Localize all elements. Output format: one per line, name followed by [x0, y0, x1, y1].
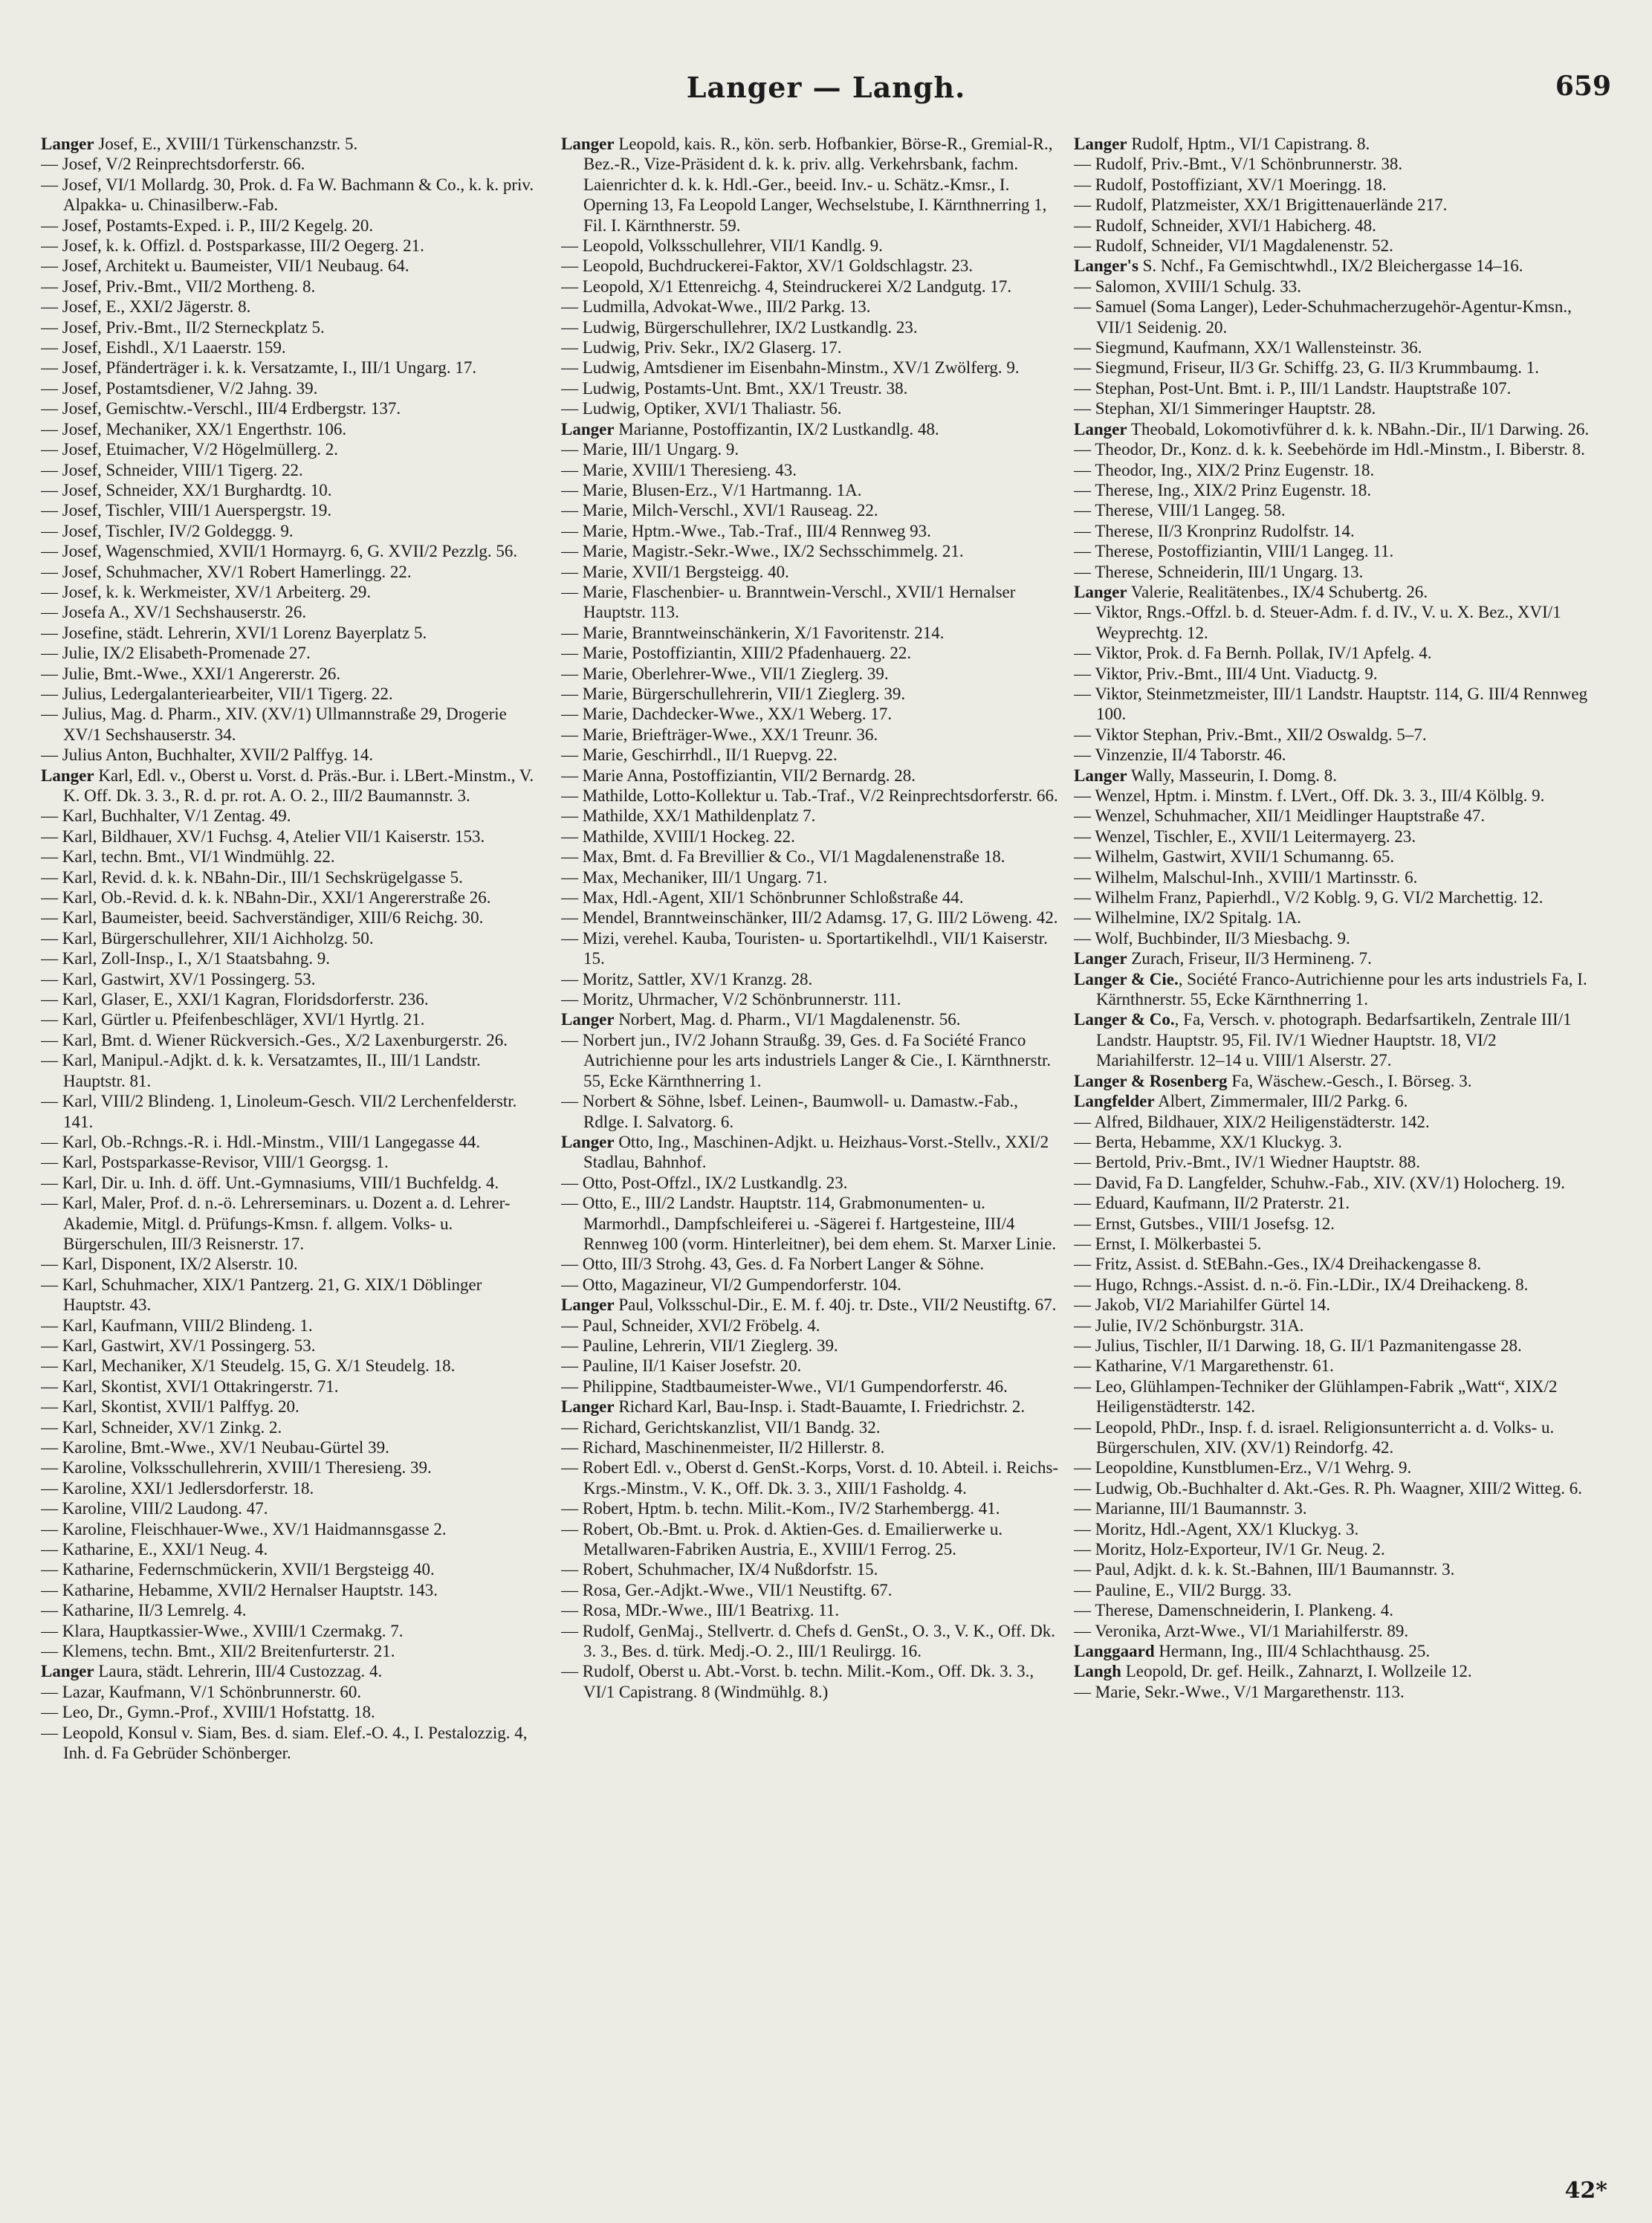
directory-entry: — Marie, III/1 Ungarg. 9. — [561, 440, 739, 459]
directory-entry: — Wilhelm, Malschul-Inh., XVIII/1 Martinsstr. 6. — [1074, 867, 1418, 887]
directory-entry: — Josef, Wagenschmied, XVII/1 Hormayrg. 6, G. XVII/2 Pezzlg. 56. — [41, 542, 518, 561]
directory-entry: — Viktor Stephan, Priv.-Bmt., XII/2 Oswaldg. 5–7. — [1074, 725, 1427, 744]
directory-entry: — Otto, E., III/2 Landstr. Hauptstr. 114, Grabmonumenten- u. Marmorhdl., Dampfschleiferei u. -Sägerei f. Hartgesteine, III/4 Rennweg 100 (vorm. Hinterleitner), bei dem ehem. St. Marxer Linie. — [561, 1194, 1057, 1253]
directory-entry: Langer Paul, Volksschul-Dir., E. M. f. 40j. tr. Dste., VII/2 Neustiftg. 67. — [561, 1295, 1057, 1315]
directory-entry: — Josef, Mechaniker, XX/1 Engerthstr. 106. — [41, 419, 347, 439]
directory-entry: — Robert, Hptm. b. techn. Milit.-Kom., IV/2 Starhembergg. 41. — [561, 1499, 1000, 1518]
directory-entry: Langer Zurach, Friseur, II/3 Hermineng. 7. — [1074, 949, 1372, 968]
directory-entry: — Norbert & Söhne, lsbef. Leinen-, Baumwoll- u. Damastw.-Fab., Rdlge. I. Salvatorg. 6. — [561, 1092, 1018, 1131]
directory-entry: — Marie, Sekr.-Wwe., V/1 Margarethenstr. 113. — [1074, 1682, 1405, 1701]
directory-column-2 — [561, 134, 1066, 2163]
directory-entry: — Josef, E., XXI/2 Jägerstr. 8. — [41, 297, 251, 317]
running-head: Langer — Langh. — [686, 71, 966, 104]
directory-entry: — Josef, Schneider, XX/1 Burghardtg. 10. — [41, 480, 332, 499]
directory-entry: — Karl, Maler, Prof. d. n.-ö. Lehrerseminars. u. Dozent a. d. Lehrer-Akademie, Mitgl. d. Prüfungs-Kmsn. f. allgem. Volks- u. Bürgerschulen, III/3 Reisnerstr. 17. — [41, 1194, 511, 1253]
directory-entry: — Robert, Ob.-Bmt. u. Prok. d. Aktien-Ges. d. Emailierwerke u. Metallwaren-Fabriken Austria, E., XVIII/1 Ferrog. 25. — [561, 1519, 1003, 1559]
directory-entry: — Julius Anton, Buchhalter, XVII/2 Palffyg. 14. — [41, 745, 374, 765]
directory-entry: — Samuel (Soma Langer), Leder-Schuhmacherzugehör-Agentur-Kmsn., VII/1 Seidenig. 20. — [1074, 297, 1572, 337]
directory-entry: Langer & Co., Fa, Versch. v. photograph. Bedarfsartikeln, Zentrale III/1 Landstr. Hauptstr. 95, Fil. IV/1 Wiedner Hauptstr. 18, VI/2 Mariahilferstr. 12–14 u. VIII/1 Alserstr. 27. — [1074, 1010, 1572, 1070]
directory-entry: — Leo, Dr., Gymn.-Prof., XVIII/1 Hofstattg. 18. — [41, 1703, 375, 1722]
directory-entry: — Wenzel, Hptm. i. Minstm. f. LVert., Off. Dk. 3. 3., III/4 Kölblg. 9. — [1074, 786, 1545, 805]
directory-entry: — Pauline, E., VII/2 Burgg. 33. — [1074, 1580, 1292, 1599]
directory-entry: — Veronika, Arzt-Wwe., VI/1 Mariahilferstr. 89. — [1074, 1621, 1409, 1640]
directory-entry: Langer Wally, Masseurin, I. Domg. 8. — [1074, 766, 1337, 785]
directory-entry: — Max, Mechaniker, III/1 Ungarg. 71. — [561, 867, 828, 887]
directory-entry: — Otto, Post-Offzl., IX/2 Lustkandlg. 23. — [561, 1173, 848, 1192]
directory-entry: — Fritz, Assist. d. StEBahn.-Ges., IX/4 Dreihackengasse 8. — [1074, 1255, 1482, 1274]
directory-entry: — Mathilde, Lotto-Kollektur u. Tab.-Traf., V/2 Reinprechtsdorferstr. 66. — [561, 786, 1058, 805]
directory-entry: — Richard, Gerichtskanzlist, VII/1 Bandg. 32. — [561, 1417, 881, 1437]
directory-entry: — Marie, Magistr.-Sekr.-Wwe., IX/2 Sechsschimmelg. 21. — [561, 542, 964, 561]
directory-entry: — Alfred, Bildhauer, XIX/2 Heiligenstädterstr. 142. — [1074, 1112, 1430, 1131]
directory-entry: — Julie, IX/2 Elisabeth-Promenade 27. — [41, 644, 311, 663]
directory-entry: — Julius, Mag. d. Pharm., XIV. (XV/1) Ullmannstraße 29, Drogerie XV/1 Sechshauserstr. 34. — [41, 705, 507, 744]
directory-entry: — Josef, Eishdl., X/1 Laaerstr. 159. — [41, 338, 286, 357]
directory-entry: — Karl, Baumeister, beeid. Sachverständiger, XIII/6 Reichg. 30. — [41, 908, 484, 928]
directory-entry: — Leopold, Konsul v. Siam, Bes. d. siam. Elef.-O. 4., I. Pestalozzig. 4, Inh. d. Fa Gebrüder Schönberger. — [41, 1723, 528, 1763]
directory-entry: — Pauline, Lehrerin, VII/1 Zieglerg. 39. — [561, 1336, 838, 1355]
directory-entry: — Karl, Buchhalter, V/1 Zentag. 49. — [41, 806, 291, 826]
directory-entry: — Marianne, III/1 Baumannstr. 3. — [1074, 1499, 1307, 1518]
directory-entry: — Leopold, Volksschullehrer, VII/1 Kandlg. 9. — [561, 236, 883, 256]
directory-entry: — Karoline, Bmt.-Wwe., XV/1 Neubau-Gürtel 39. — [41, 1438, 389, 1457]
directory-entry: — Wenzel, Schuhmacher, XII/1 Meidlinger Hauptstraße 47. — [1074, 806, 1486, 826]
directory-entry: — Ludmilla, Advokat-Wwe., III/2 Parkg. 13. — [561, 297, 871, 317]
directory-entry: Langer & Rosenberg Fa, Wäschew.-Gesch., I. Börseg. 3. — [1074, 1071, 1472, 1090]
directory-entry: — Leopold, PhDr., Insp. f. d. israel. Religionsunterricht a. d. Volks- u. Bürgerschulen, XIV. (XV/1) Reindorfg. 42. — [1074, 1417, 1555, 1457]
directory-entry: — Wilhelmine, IX/2 Spitalg. 1A. — [1074, 908, 1301, 928]
directory-entry: — Marie, Briefträger-Wwe., XX/1 Treunr. 36. — [561, 725, 878, 744]
directory-entry: — Karl, Ob.-Revid. d. k. k. NBahn-Dir., XXI/1 Angererstraße 26. — [41, 888, 491, 907]
directory-entry: — Josef, Tischler, IV/2 Goldeggg. 9. — [41, 521, 294, 540]
directory-entry: — Marie Anna, Postoffiziantin, VII/2 Bernardg. 28. — [561, 766, 916, 785]
directory-entry: — Norbert jun., IV/2 Johann Straußg. 39, Ges. d. Fa Société Franco Autrichienne pour les arts industriels Langer & Cie., I. Kärnthnerstr. 55, Ecke Kärnthnerring 1. — [561, 1030, 1052, 1090]
directory-entry: — Karoline, Volksschullehrerin, XVIII/1 Theresieng. 39. — [41, 1458, 432, 1478]
directory-entry: Langer Otto, Ing., Maschinen-Adjkt. u. Heizhaus-Vorst.-Stellv., XXI/2 Stadlau, Bahnhof. — [561, 1132, 1049, 1172]
directory-entry: — Theodor, Ing., XIX/2 Prinz Eugenstr. 18. — [1074, 460, 1375, 479]
directory-entry: — Siegmund, Friseur, II/3 Gr. Schiffg. 23, G. II/3 Krummbaumg. 1. — [1074, 358, 1539, 378]
directory-entry: — Otto, Magazineur, VI/2 Gumpendorferstr. 104. — [561, 1275, 901, 1294]
directory-entry: — Lazar, Kaufmann, V/1 Schönbrunnerstr. 60. — [41, 1682, 362, 1701]
directory-entry: — Karl, Gastwirt, XV/1 Possingerg. 53. — [41, 969, 316, 988]
directory-entry: — Josef, k. k. Werkmeister, XV/1 Arbeiterg. 29. — [41, 582, 372, 601]
directory-entry: — Wilhelm, Gastwirt, XVII/1 Schumanng. 65. — [1074, 847, 1395, 867]
directory-entry: — Ludwig, Postamts-Unt. Bmt., XX/1 Treustr. 38. — [561, 378, 908, 398]
directory-entry: — Karl, Zoll-Insp., I., X/1 Staatsbahng. 9. — [41, 949, 331, 968]
directory-entry: — Marie, XVII/1 Bergsteigg. 40. — [561, 562, 789, 581]
directory-entry: — Marie, Oberlehrer-Wwe., VII/1 Zieglerg. 39. — [561, 664, 889, 683]
directory-entry: — Robert, Schuhmacher, IX/4 Nußdorfstr. 15. — [561, 1560, 878, 1579]
directory-entry: — Mathilde, XX/1 Mathildenplatz 7. — [561, 806, 816, 826]
directory-entry: — Karl, Manipul.-Adjkt. d. k. k. Versatzamtes, II., III/1 Landstr. Hauptstr. 81. — [41, 1051, 481, 1090]
directory-entry: — Julius, Ledergalanteriearbeiter, VII/1 Tigerg. 22. — [41, 684, 393, 703]
directory-entry: — Ludwig, Optiker, XVI/1 Thaliastr. 56. — [561, 399, 842, 418]
directory-entry: — Karl, Gürtler u. Pfeifenbeschläger, XVI/1 Hyrtlg. 21. — [41, 1010, 425, 1029]
directory-entry: — Therese, Postoffiziantin, VIII/1 Langeg. 11. — [1074, 542, 1394, 561]
directory-entry: — Mathilde, XVIII/1 Hockeg. 22. — [561, 826, 795, 846]
directory-entry: Langer Marianne, Postoffizantin, IX/2 Lustkandlg. 48. — [561, 419, 939, 439]
directory-entry: — Therese, Ing., XIX/2 Prinz Eugenstr. 18. — [1074, 480, 1372, 499]
directory-entry: — Josefa A., XV/1 Sechshauserstr. 26. — [41, 603, 307, 622]
directory-entry: — Josef, Postamtsdiener, V/2 Jahng. 39. — [41, 378, 318, 398]
directory-entry: — Otto, III/3 Strohg. 43, Ges. d. Fa Norbert Langer & Söhne. — [561, 1255, 985, 1274]
directory-entry: — Karl, Mechaniker, X/1 Steudelg. 15, G. X/1 Steudelg. 18. — [41, 1356, 456, 1376]
directory-entry: Langh Leopold, Dr. gef. Heilk., Zahnarzt, I. Wollzeile 12. — [1074, 1662, 1472, 1681]
directory-entry: — Paul, Adjkt. d. k. k. St.-Bahnen, III/1 Baumannstr. 3. — [1074, 1560, 1455, 1579]
directory-entry: — Karoline, VIII/2 Laudong. 47. — [41, 1499, 268, 1518]
directory-entry: Langer's S. Nchf., Fa Gemischtwhdl., IX/2 Bleichergasse 14–16. — [1074, 256, 1523, 276]
directory-entry: — Rudolf, Oberst u. Abt.-Vorst. b. techn. Milit.-Kom., Off. Dk. 3. 3., VI/1 Capistrang. 8 (Windmühlg. 8.) — [561, 1662, 1034, 1701]
directory-entry: — Moritz, Uhrmacher, V/2 Schönbrunnerstr. 111. — [561, 990, 901, 1009]
directory-entry: — Karl, Kaufmann, VIII/2 Blindeng. 1. — [41, 1316, 313, 1335]
directory-entry: — Therese, II/3 Kronprinz Rudolfstr. 14. — [1074, 521, 1355, 540]
directory-entry: — Josef, Schneider, VIII/1 Tigerg. 22. — [41, 460, 303, 479]
directory-entry: — Josef, Postamts-Exped. i. P., III/2 Kegelg. 20. — [41, 216, 374, 235]
directory-entry: Langer Josef, E., XVIII/1 Türkenschanzstr. 5. — [41, 135, 358, 153]
directory-entry: — Richard, Maschinenmeister, II/2 Hillerstr. 8. — [561, 1438, 885, 1457]
directory-entry: — Marie, Bürgerschullehrerin, VII/1 Zieglerg. 39. — [561, 684, 906, 703]
directory-entry: — Max, Hdl.-Agent, XII/1 Schönbrunner Schloßstraße 44. — [561, 888, 964, 907]
directory-entry: — Ernst, Gutsbes., VIII/1 Josefsg. 12. — [1074, 1214, 1335, 1233]
directory-entry: — Karl, Dir. u. Inh. d. öff. Unt.-Gymnasiums, VIII/1 Buchfeldg. 4. — [41, 1173, 499, 1192]
directory-entry: — Karl, Bürgerschullehrer, XII/1 Aichholzg. 50. — [41, 928, 374, 948]
directory-entry: — Karl, techn. Bmt., VI/1 Windmühlg. 22. — [41, 847, 335, 867]
directory-entry: — Rudolf, Schneider, XVI/1 Habicherg. 48. — [1074, 216, 1376, 235]
directory-entry: — Julie, IV/2 Schönburgstr. 31A. — [1074, 1316, 1304, 1335]
directory-entry: — Karl, VIII/2 Blindeng. 1, Linoleum-Gesch. VII/2 Lerchenfelderstr. 141. — [41, 1092, 517, 1131]
directory-entry: — Josef, Pfänderträger i. k. k. Versatzamte, I., III/1 Ungarg. 17. — [41, 358, 477, 378]
directory-entry: — Hugo, Rchngs.-Assist. d. n.-ö. Fin.-LDir., IX/4 Dreihackeng. 8. — [1074, 1275, 1529, 1294]
directory-entry: — Mizi, verehel. Kauba, Touristen- u. Sportartikelhdl., VII/1 Kaiserstr. 15. — [561, 928, 1048, 968]
directory-entry: — Stephan, Post-Unt. Bmt. i. P., III/1 Landstr. Hauptstraße 107. — [1074, 378, 1512, 398]
directory-entry: — Karl, Bildhauer, XV/1 Fuchsg. 4, Atelier VII/1 Kaiserstr. 153. — [41, 826, 485, 846]
directory-entry: — Jakob, VI/2 Mariahilfer Gürtel 14. — [1074, 1295, 1331, 1315]
directory-entry: — Karl, Disponent, IX/2 Alserstr. 10. — [41, 1255, 298, 1274]
directory-entry: — Katharine, II/3 Lemrelg. 4. — [41, 1601, 247, 1620]
directory-entry: — Josef, Priv.-Bmt., VII/2 Mortheng. 8. — [41, 276, 316, 296]
directory-entry: — Ludwig, Bürgerschullehrer, IX/2 Lustkandlg. 23. — [561, 317, 918, 337]
directory-entry: — Marie, Postoffiziantin, XIII/2 Pfadenhauerg. 22. — [561, 644, 912, 663]
directory-entry: — Rosa, MDr.-Wwe., III/1 Beatrixg. 11. — [561, 1601, 840, 1620]
directory-entry: — Robert Edl. v., Oberst d. GenSt.-Korps, Vorst. d. 10. Abteil. i. Reichs-Krgs.-Minstm., V. K., Off. Dk. 3. 3., XIII/1 Fasholdg. 4. — [561, 1458, 1059, 1498]
directory-entry: — Karl, Postsparkasse-Revisor, VIII/1 Georgsg. 1. — [41, 1153, 389, 1172]
directory-entry: — Viktor, Priv.-Bmt., III/4 Unt. Viaductg. 9. — [1074, 664, 1378, 683]
directory-entry: — Bertold, Priv.-Bmt., IV/1 Wiedner Hauptstr. 88. — [1074, 1153, 1421, 1172]
directory-entry: — Rudolf, Postoffiziant, XV/1 Moeringg. 18. — [1074, 175, 1387, 194]
directory-entry: Langer Leopold, kais. R., kön. serb. Hofbankier, Börse-R., Gremial-R., Bez.-R., Vize-Präsident d. k. k. priv. allg. Verkehrsbank, fachm. Laienrichter d. k. k. Hdl.-Ger., beeid. Inv.- u. Schätz.-Kmsr., I. Operning 13, Fa Leopold Langer, Wechselstube, I. Kärnthnerring 1, Fil. I. Kärnthnerstr. 59. — [561, 135, 1053, 235]
directory-entry: Langer Richard Karl, Bau-Insp. i. Stadt-Bauamte, I. Friedrichstr. 2. — [561, 1397, 1026, 1417]
sheet-signature: 42* — [1564, 2178, 1607, 2204]
directory-entry: — Therese, Schneiderin, III/1 Ungarg. 13. — [1074, 562, 1364, 581]
directory-entry: — Wenzel, Tischler, E., XVII/1 Leitermayerg. 23. — [1074, 826, 1416, 846]
directory-entry: — Klara, Hauptkassier-Wwe., XVIII/1 Czermakg. 7. — [41, 1621, 404, 1640]
directory-entry: — Leo, Glühlampen-Techniker der Glühlampen-Fabrik „Watt“, XIX/2 Heiligenstädterstr. 142. — [1074, 1376, 1558, 1417]
directory-entry: — Rudolf, Priv.-Bmt., V/1 Schönbrunnerstr. 38. — [1074, 155, 1403, 174]
directory-entry: Langer Theobald, Lokomotivführer d. k. k. NBahn.-Dir., II/1 Darwing. 26. — [1074, 419, 1590, 439]
directory-entry: — Marie, Blusen-Erz., V/1 Hartmanng. 1A. — [561, 480, 862, 499]
directory-column-1 — [41, 134, 546, 2163]
directory-entry: — Pauline, II/1 Kaiser Josefstr. 20. — [561, 1356, 802, 1376]
directory-entry: — Josef, Architekt u. Baumeister, VII/1 Neubaug. 64. — [41, 256, 409, 276]
directory-entry: — Ludwig, Ob.-Buchhalter d. Akt.-Ges. R. Ph. Waagner, XIII/2 Witteg. 6. — [1074, 1478, 1583, 1498]
directory-entry: — Josef, VI/1 Mollardg. 30, Prok. d. Fa W. Bachmann & Co., k. k. priv. Alpakka- u. Chinasilberw.-Fab. — [41, 175, 534, 215]
directory-entry: — Philippine, Stadtbaumeister-Wwe., VI/1 Gumpendorferstr. 46. — [561, 1376, 1008, 1396]
directory-entry: Langer Laura, städt. Lehrerin, III/4 Custozzag. 4. — [41, 1662, 383, 1681]
directory-entry: — Marie, Branntweinschänkerin, X/1 Favoritenstr. 214. — [561, 623, 945, 642]
directory-entry: — Josef, V/2 Reinprechtsdorferstr. 66. — [41, 155, 305, 174]
directory-entry: — Leopold, Buchdruckerei-Faktor, XV/1 Goldschlagstr. 23. — [561, 256, 974, 276]
directory-entry: — Wilhelm Franz, Papierhdl., V/2 Koblg. 9, G. VI/2 Marchettig. 12. — [1074, 888, 1544, 907]
directory-entry: — Karl, Glaser, E., XXI/1 Kagran, Floridsdorferstr. 236. — [41, 990, 429, 1009]
directory-entry: — Ludwig, Priv. Sekr., IX/2 Glaserg. 17. — [561, 338, 842, 357]
directory-entry: — Katharine, Federnschmückerin, XVII/1 Bergsteigg 40. — [41, 1560, 435, 1579]
directory-entry: — Marie, Dachdecker-Wwe., XX/1 Weberg. 17. — [561, 705, 893, 724]
directory-entry: — Siegmund, Kaufmann, XX/1 Wallensteinstr. 36. — [1074, 338, 1422, 357]
directory-entry: Langer Valerie, Realitätenbes., IX/4 Schubertg. 26. — [1074, 582, 1428, 601]
directory-entry: — Josef, Gemischtw.-Verschl., III/4 Erdbergstr. 137. — [41, 399, 401, 418]
directory-entry: — Marie, Milch-Verschl., XVI/1 Rauseag. 22. — [561, 501, 878, 520]
directory-entry: — Karl, Schneider, XV/1 Zinkg. 2. — [41, 1417, 282, 1437]
directory-entry: — Katharine, E., XXI/1 Neug. 4. — [41, 1540, 268, 1559]
directory-entry: — Karoline, XXI/1 Jedlersdorferstr. 18. — [41, 1478, 314, 1498]
directory-entry: — Mendel, Branntweinschänker, III/2 Adamsg. 17, G. III/2 Löweng. 42. — [561, 908, 1058, 928]
directory-entry: — Leopold, X/1 Ettenreichg. 4, Steindruckerei X/2 Landgutg. 17. — [561, 276, 1012, 296]
directory-entry: — Salomon, XVIII/1 Schulg. 33. — [1074, 276, 1302, 296]
directory-entry: — Marie, XVIII/1 Theresieng. 43. — [561, 460, 797, 479]
directory-entry: — Vinzenzie, II/4 Taborstr. 46. — [1074, 745, 1286, 765]
directory-entry: — Julius, Tischler, II/1 Darwing. 18, G. II/1 Pazmanitengasse 28. — [1074, 1336, 1522, 1355]
directory-entry: — Moritz, Holz-Exporteur, IV/1 Gr. Neug. 2. — [1074, 1540, 1385, 1559]
directory-entry: — Josef, Priv.-Bmt., II/2 Sterneckplatz 5. — [41, 317, 325, 337]
directory-entry: — Ernst, I. Mölkerbastei 5. — [1074, 1234, 1262, 1253]
directory-entry: — Karl, Schuhmacher, XIX/1 Pantzerg. 21, G. XIX/1 Döblinger Hauptstr. 43. — [41, 1275, 482, 1315]
directory-entry: — Leopoldine, Kunstblumen-Erz., V/1 Wehrg. 9. — [1074, 1458, 1412, 1478]
directory-entry: — Karl, Revid. d. k. k. NBahn-Dir., III/1 Sechskrügelgasse 5. — [41, 867, 463, 887]
directory-entry: — Viktor, Rngs.-Offzl. b. d. Steuer-Adm. f. d. IV., V. u. X. Bez., XVI/1 Weyprechtg. 12. — [1074, 603, 1561, 642]
directory-entry: — Karl, Skontist, XVII/1 Palffyg. 20. — [41, 1397, 299, 1417]
directory-column-3 — [1074, 134, 1598, 2163]
directory-entry: — Katharine, Hebamme, XVII/2 Hernalser Hauptstr. 143. — [41, 1580, 438, 1599]
directory-entry: Langer & Cie., Société Franco-Autrichienne pour les arts industriels Fa, I. Kärnthnerstr. 55, Ecke Kärnthnerring 1. — [1074, 969, 1587, 1009]
directory-entry: — Karl, Bmt. d. Wiener Rückversich.-Ges., X/2 Laxenburgerstr. 26. — [41, 1030, 508, 1049]
directory-entry: — Viktor, Steinmetzmeister, III/1 Landstr. Hauptstr. 114, G. III/4 Rennweg 100. — [1074, 684, 1588, 724]
directory-entry: — Josef, Etuimacher, V/2 Högelmüllerg. 2. — [41, 440, 339, 459]
directory-entry: — Eduard, Kaufmann, II/2 Praterstr. 21. — [1074, 1194, 1350, 1213]
directory-entry: — Klemens, techn. Bmt., XII/2 Breitenfurterstr. 21. — [41, 1642, 395, 1661]
directory-entry: — Katharine, V/1 Margarethenstr. 61. — [1074, 1356, 1334, 1376]
directory-entry: — Rudolf, Platzmeister, XX/1 Brigittenauerlände 217. — [1074, 195, 1448, 215]
directory-entry: — Moritz, Hdl.-Agent, XX/1 Kluckyg. 3. — [1074, 1519, 1359, 1538]
directory-entry: — Wolf, Buchbinder, II/3 Miesbachg. 9. — [1074, 928, 1350, 948]
directory-entry: — Ludwig, Amtsdiener im Eisenbahn-Minstm., XV/1 Zwölferg. 9. — [561, 358, 1020, 378]
directory-entry: Langfelder Albert, Zimmermaler, III/2 Parkg. 6. — [1074, 1092, 1408, 1111]
directory-entry: — Berta, Hebamme, XX/1 Kluckyg. 3. — [1074, 1132, 1342, 1151]
directory-entry: — Karl, Skontist, XVI/1 Ottakringerstr. 71. — [41, 1376, 339, 1396]
directory-entry: Langer Karl, Edl. v., Oberst u. Vorst. d. Präs.-Bur. i. LBert.-Minstm., V. K. Off. Dk. 3. 3., R. d. pr. rot. A. O. 2., III/2 Baumannstr. 3. — [41, 766, 534, 805]
directory-entry: — Stephan, XI/1 Simmeringer Hauptstr. 28. — [1074, 399, 1376, 418]
directory-entry: — Marie, Geschirrhdl., II/1 Ruepvg. 22. — [561, 745, 838, 765]
directory-entry: — Marie, Flaschenbier- u. Branntwein-Verschl., XVII/1 Hernalser Hauptstr. 113. — [561, 582, 1016, 622]
directory-entry: — Rudolf, Schneider, VI/1 Magdalenenstr. 52. — [1074, 236, 1393, 256]
page-number: 659 — [1555, 71, 1611, 102]
directory-entry: — Therese, VIII/1 Langeg. 58. — [1074, 501, 1286, 520]
directory-entry: — Karl, Ob.-Rchngs.-R. i. Hdl.-Minstm., VIII/1 Langegasse 44. — [41, 1132, 481, 1151]
directory-entry: — Max, Bmt. d. Fa Brevillier & Co., VI/1 Magdalenenstraße 18. — [561, 847, 1005, 867]
page-header — [41, 71, 1611, 115]
directory-entry: — Paul, Schneider, XVI/2 Fröbelg. 4. — [561, 1316, 820, 1335]
directory-entry: — Josef, k. k. Offizl. d. Postsparkasse, III/2 Oegerg. 21. — [41, 236, 424, 256]
directory-entry: — Viktor, Prok. d. Fa Bernh. Pollak, IV/1 Apfelg. 4. — [1074, 644, 1432, 663]
directory-entry: — Rudolf, GenMaj., Stellvertr. d. Chefs d. GenSt., O. 3., V. K., Off. Dk. 3. 3., Bes. d. türk. Medj.-O. 2., III/1 Reulirgg. 16. — [561, 1621, 1056, 1661]
directory-entry: — Josef, Tischler, VIII/1 Auerspergstr. 19. — [41, 501, 332, 520]
directory-entry: — Marie, Hptm.-Wwe., Tab.-Traf., III/4 Rennweg 93. — [561, 521, 931, 540]
directory-entry: — Karoline, Fleischhauer-Wwe., XV/1 Haidmannsgasse 2. — [41, 1519, 447, 1538]
directory-entry: — Josefine, städt. Lehrerin, XVI/1 Lorenz Bayerplatz 5. — [41, 623, 427, 642]
directory-entry: — David, Fa D. Langfelder, Schuhw.-Fab., XIV. (XV/1) Holocherg. 19. — [1074, 1173, 1566, 1192]
directory-entry: Langer Norbert, Mag. d. Pharm., VI/1 Magdalenenstr. 56. — [561, 1010, 961, 1029]
directory-entry: — Moritz, Sattler, XV/1 Kranzg. 28. — [561, 969, 813, 988]
directory-entry: — Theodor, Dr., Konz. d. k. k. Seebehörde im Hdl.-Minstm., I. Biberstr. 8. — [1074, 440, 1585, 459]
directory-entry: Langgaard Hermann, Ing., III/4 Schlachthausg. 25. — [1074, 1642, 1431, 1661]
directory-entry: — Karl, Gastwirt, XV/1 Possingerg. 53. — [41, 1336, 316, 1355]
directory-entry: — Josef, Schuhmacher, XV/1 Robert Hamerlingg. 22. — [41, 562, 412, 581]
directory-entry: — Julie, Bmt.-Wwe., XXI/1 Angererstr. 26. — [41, 664, 341, 683]
directory-entry: — Therese, Damenschneiderin, I. Plankeng. 4. — [1074, 1601, 1394, 1620]
directory-entry: — Rosa, Ger.-Adjkt.-Wwe., VII/1 Neustiftg. 67. — [561, 1580, 893, 1599]
directory-entry: Langer Rudolf, Hptm., VI/1 Capistrang. 8. — [1074, 135, 1370, 153]
